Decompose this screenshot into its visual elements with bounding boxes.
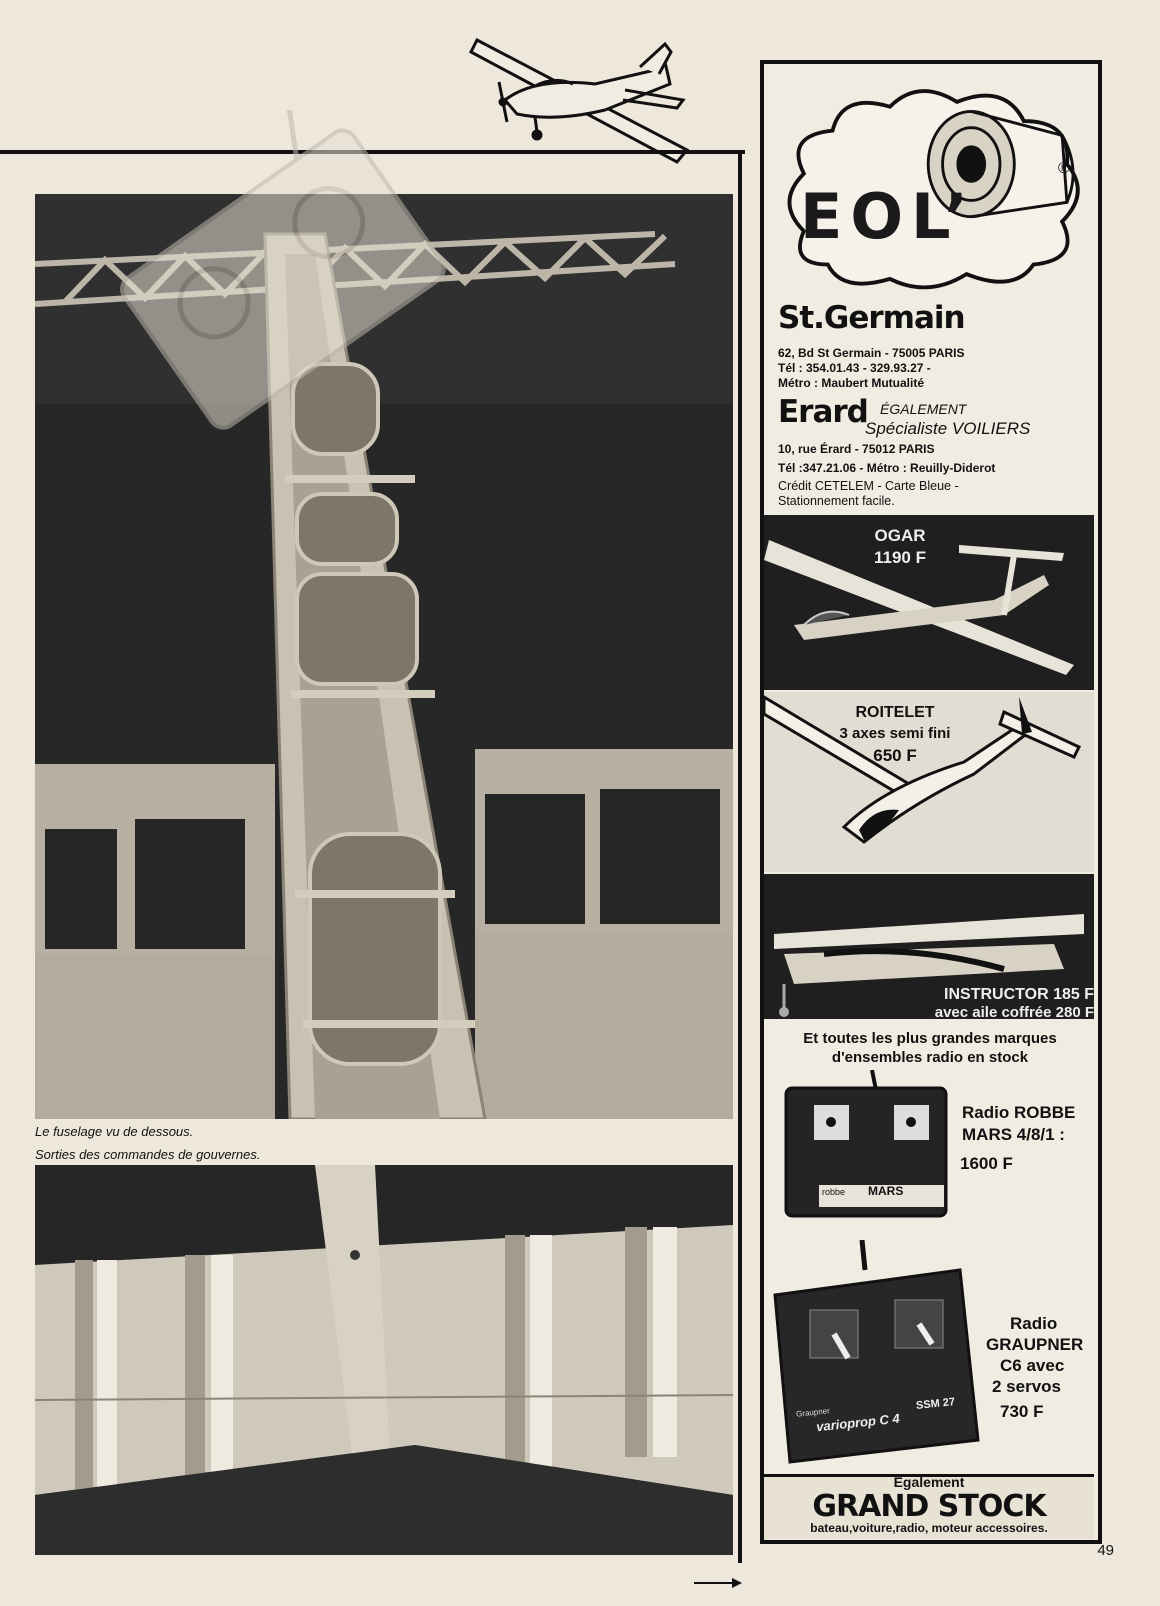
robbe-brand-on-tx: robbe bbox=[822, 1187, 846, 1197]
graupner-transmitter-image bbox=[770, 1240, 982, 1465]
shop1-phone: Tél : 354.01.43 - 329.93.27 - bbox=[778, 361, 931, 375]
continue-arrow-icon bbox=[694, 1576, 744, 1590]
shop1-metro: Métro : Maubert Mutualité bbox=[778, 376, 924, 390]
ogar-name: OGAR bbox=[874, 526, 926, 545]
brand-logo: EOL’ bbox=[800, 180, 976, 253]
graupner-band-on-tx: SSM 27 bbox=[915, 1395, 956, 1413]
column-divider bbox=[738, 150, 742, 1563]
shop2-parking: Stationnement facile. bbox=[778, 494, 895, 508]
instructor-wing-price: avec aile coffrée 280 F bbox=[934, 1004, 1094, 1021]
graupner-label-3: C6 avec bbox=[1000, 1356, 1065, 1375]
instructor-price: INSTRUCTOR 185 F bbox=[944, 986, 1094, 1003]
shop2-specialty: Spécialiste VOILIERS bbox=[865, 419, 1031, 438]
page-number: 49 bbox=[1097, 1542, 1114, 1559]
roitelet-price: 650 F bbox=[873, 746, 917, 765]
graupner-price: 730 F bbox=[1000, 1402, 1044, 1421]
caption-fuselage: Le fuselage vu de dessous. bbox=[35, 1124, 194, 1139]
robbe-transmitter-image bbox=[784, 1070, 949, 1220]
roitelet-detail: 3 axes semi fini bbox=[839, 725, 951, 742]
radio-intro-line2: d'ensembles radio en stock bbox=[831, 1049, 1029, 1066]
shop1-name: St.Germain bbox=[778, 300, 965, 336]
robbe-label-2: MARS 4/8/1 : bbox=[962, 1125, 1065, 1144]
graupner-brand-on-tx: Graupner bbox=[795, 1406, 831, 1419]
stock-also: Également bbox=[893, 1474, 965, 1490]
stock-title: GRAND STOCK bbox=[812, 1489, 1046, 1524]
shop2-phone: Tél :347.21.06 - Métro : Reuilly-Diderot bbox=[778, 461, 996, 475]
watermark-logo bbox=[100, 110, 460, 440]
shop2-address: 10, rue Érard - 75012 PARIS bbox=[778, 442, 935, 456]
roitelet-name: ROITELET bbox=[855, 704, 935, 721]
caption-controls: Sorties des commandes de gouvernes. bbox=[35, 1147, 261, 1162]
radio-intro-line1: Et toutes les plus grandes marques bbox=[803, 1030, 1057, 1047]
shop1-address: 62, Bd St Germain - 75005 PARIS bbox=[778, 346, 965, 360]
graupner-model-on-tx: varioprop C 4 bbox=[815, 1410, 901, 1435]
robbe-price: 1600 F bbox=[960, 1154, 1013, 1173]
shop2-name: Erard bbox=[778, 394, 868, 430]
control-outputs-photo bbox=[35, 1165, 733, 1555]
graupner-label-4: 2 servos bbox=[992, 1377, 1061, 1396]
robbe-model-on-tx: MARS bbox=[868, 1184, 904, 1198]
shop2-payment: Crédit CETELEM - Carte Bleue - bbox=[778, 479, 959, 493]
stock-subtitle: bateau,voiture,radio, moteur accessoires. bbox=[810, 1521, 1048, 1535]
graupner-label-2: GRAUPNER bbox=[986, 1335, 1084, 1354]
shop2-also: ÉGALEMENT bbox=[880, 401, 967, 417]
graupner-label-1: Radio bbox=[1010, 1314, 1058, 1333]
registered-mark: ® bbox=[1058, 160, 1070, 177]
ogar-price: 1190 F bbox=[874, 548, 926, 567]
robbe-label-1: Radio ROBBE bbox=[962, 1103, 1076, 1122]
